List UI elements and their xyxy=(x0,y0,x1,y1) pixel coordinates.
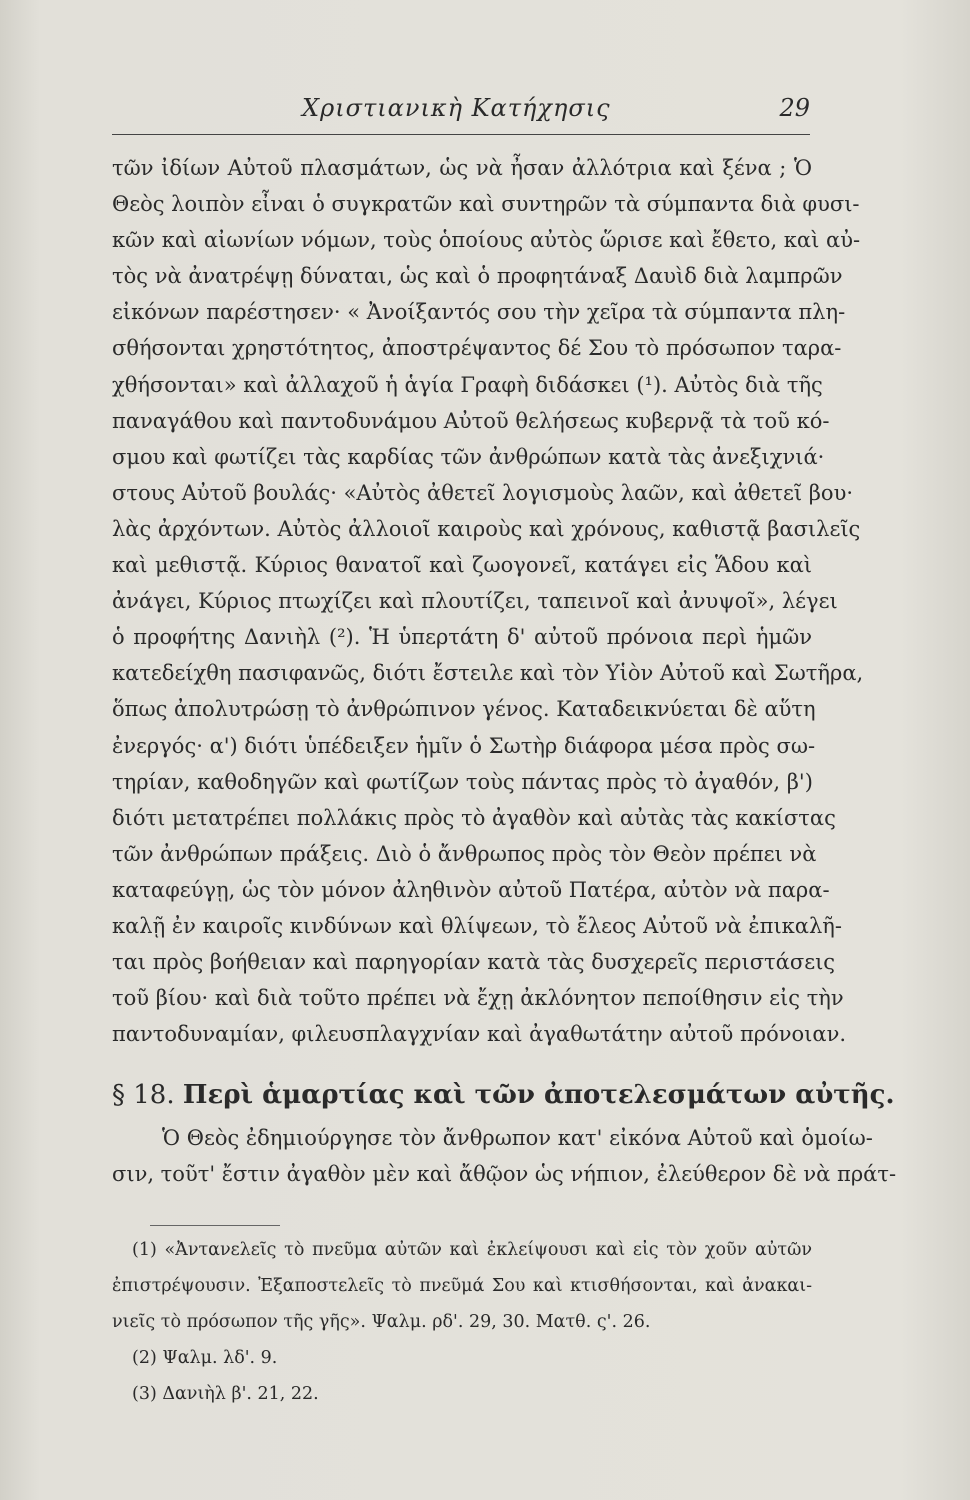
text-line: τοῦ βίου· καὶ διὰ τοῦτο πρέπει νὰ ἔχῃ ἀκλόνητον πεποίθησιν εἰς τὴν xyxy=(112,986,844,1011)
footnote-line: (3) Δανιὴλ β'. 21, 22. xyxy=(132,1384,319,1405)
text-line: παντοδυναμίαν, φιλευσπλαγχνίαν καὶ ἀγαθωτάτην αὐτοῦ πρόνοιαν. xyxy=(112,1022,847,1047)
text-line: ὁ προφήτης Δανιὴλ (²). Ἡ ὑπερτάτη δ' αὐτοῦ πρόνοια περὶ ἡμῶν xyxy=(112,625,812,650)
body-text xyxy=(112,150,864,1052)
text-line: κῶν καὶ αἰωνίων νόμων, τοὺς ὁποίους αὐτὸς ὥρισε καὶ ἔθετο, καὶ αὐ- xyxy=(112,228,861,253)
section-title: Περὶ ἁμαρτίας καὶ τῶν ἀποτελεσμάτων αὐτῆς. xyxy=(182,1080,895,1110)
text-line: καταφεύγῃ, ὡς τὸν μόνον ἀληθινὸν αὐτοῦ Πατέρα, αὐτὸν νὰ παρα- xyxy=(112,877,830,902)
text-line: καὶ μεθιστᾷ. Κύριος θανατοῖ καὶ ζωογονεῖ, κατάγει εἰς Ἅδου καὶ xyxy=(112,553,812,578)
footnotes xyxy=(112,1236,812,1416)
text-line: ται πρὸς βοήθειαν καὶ παρηγορίαν κατὰ τὰς δυσχερεῖς περιστάσεις xyxy=(112,950,836,975)
footnote-line: (2) Ψαλμ. λδ'. 9. xyxy=(132,1348,278,1369)
page-number: 29 xyxy=(779,94,810,122)
text-line: τηρίαν, καθοδηγῶν καὶ φωτίζων τοὺς πάντας πρὸς τὸ ἀγαθόν, β') xyxy=(112,769,813,794)
text-line: διότι μετατρέπει πολλάκις πρὸς τὸ ἀγαθὸν καὶ αὐτὰς τὰς κακίστας xyxy=(112,805,836,830)
footnote-line: νιεῖς τὸ πρόσωπον τῆς γῆς». Ψαλμ. ρδ'. 29, 30. Ματθ. ς'. 26. xyxy=(112,1312,651,1333)
section-body xyxy=(112,1120,897,1192)
text-line: Θεὸς λοιπὸν εἶναι ὁ συγκρατῶν καὶ συντηρῶν τὰ σύμπαντα διὰ φυσι- xyxy=(112,192,860,217)
text-line: στους Αὐτοῦ βουλάς· «Αὐτὸς ἀθετεῖ λογισμοὺς λαῶν, καὶ ἀθετεῖ βου· xyxy=(112,480,854,505)
text-line: ἀνάγει, Κύριος πτωχίζει καὶ πλουτίζει, ταπεινοῖ καὶ ἀνυψοῖ», λέγει xyxy=(112,589,838,614)
text-line: ἐνεργός· α') διότι ὑπέδειξεν ἡμῖν ὁ Σωτὴρ διάφορα μέσα πρὸς σω- xyxy=(112,733,816,758)
text-line: σιν, τοῦτ' ἔστιν ἀγαθὸν μὲν καὶ ἄθῷον ὡς νήπιον, ἐλεύθερον δὲ νὰ πράτ- xyxy=(112,1162,897,1187)
text-line: χθήσονται» καὶ ἀλλαχοῦ ἡ ἁγία Γραφὴ διδάσκει (¹). Αὐτὸς διὰ τῆς xyxy=(112,372,823,397)
text-line: σμου καὶ φωτίζει τὰς καρδίας τῶν ἀνθρώπων κατὰ τὰς ἀνεξιχνιά· xyxy=(112,444,825,469)
footnote-line: (1) «Ἀντανελεῖς τὸ πνεῦμα αὐτῶν καὶ ἐκλείψουσι καὶ εἰς τὸν χοῦν αὐτῶν xyxy=(132,1240,812,1260)
footnote-line: ἐπιστρέψουσιν. Ἐξαποστελεῖς τὸ πνεῦμά Σου καὶ κτισθήσονται, καὶ ἀνακαι- xyxy=(112,1276,812,1297)
footnote-divider xyxy=(150,1225,280,1226)
text-line: ὅπως ἀπολυτρώσῃ τὸ ἀνθρώπινον γένος. Καταδεικνύεται δὲ αὕτη xyxy=(112,697,816,722)
text-line: κατεδείχθη πασιφανῶς, διότι ἔστειλε καὶ τὸν Υἱὸν Αὐτοῦ καὶ Σωτῆρα, xyxy=(112,661,864,686)
text-line: σθήσονται χρηστότητος, ἀποστρέψαντος δέ Σου τὸ πρόσωπον ταρα- xyxy=(112,336,842,361)
text-line: Ὁ Θεὸς ἐδημιούργησε τὸν ἄνθρωπον κατ' εἰκόνα Αὐτοῦ καὶ ὁμοίω- xyxy=(162,1126,873,1150)
text-line: καλῇ ἐν καιροῖς κινδύνων καὶ θλίψεων, τὸ ἔλεος Αὐτοῦ νὰ ἐπικαλῆ- xyxy=(112,913,842,938)
page-header xyxy=(112,94,810,135)
text-line: λὰς ἀρχόντων. Αὐτὸς ἀλλοιοῖ καιροὺς καὶ χρόνους, καθιστᾷ βασιλεῖς xyxy=(112,516,861,541)
running-title: Χριστιανικὴ Κατήχησις xyxy=(302,94,611,122)
text-line: εἰκόνων παρέστησεν· « Ἀνοίξαντός σου τὴν χεῖρα τὰ σύμπαντα πλη- xyxy=(112,300,846,325)
text-line: τὸς νὰ ἀνατρέψῃ δύναται, ὡς καὶ ὁ προφητάναξ Δαυὶδ διὰ λαμπρῶν xyxy=(112,264,843,289)
text-line: τῶν ἰδίων Αὐτοῦ πλασμάτων, ὡς νὰ ἦσαν ἀλλότρια καὶ ξένα ; Ὁ xyxy=(112,156,812,180)
text-line: τῶν ἀνθρώπων πράξεις. Διὸ ὁ ἄνθρωπος πρὸς τὸν Θεὸν πρέπει νὰ xyxy=(112,841,817,866)
text-line: παναγάθου καὶ παντοδυνάμου Αὐτοῦ θελήσεως κυβερνᾷ τὰ τοῦ κό- xyxy=(112,408,830,433)
section-number: § 18. xyxy=(112,1080,175,1110)
section-heading xyxy=(112,1080,895,1110)
